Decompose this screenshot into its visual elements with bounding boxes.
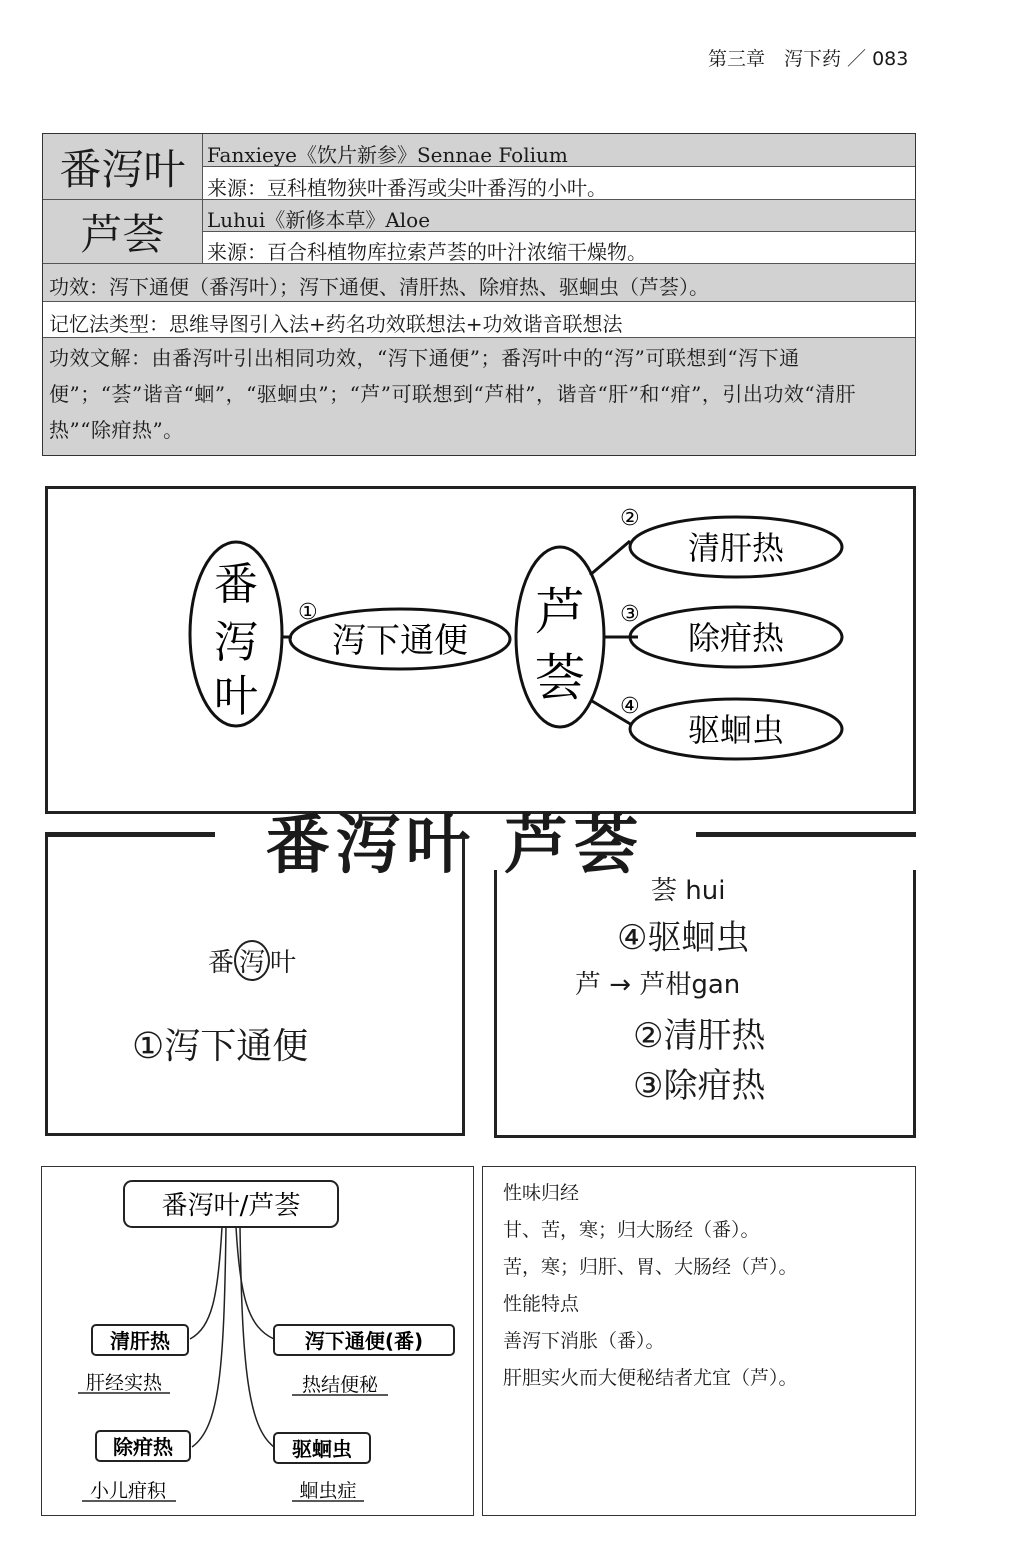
num-4: ④ bbox=[620, 694, 640, 719]
efficacy: 功效：泻下通便（番泻叶）；泻下通便、清肝热、除疳热、驱蛔虫（芦荟）。 bbox=[49, 275, 709, 299]
effect-3: 除疳热 bbox=[687, 619, 785, 657]
herb1-latin: Fanxieye《饮片新参》Sennae Folium bbox=[207, 143, 568, 167]
mindmap-box bbox=[45, 486, 916, 814]
right-panel-line2: ④驱蛔虫 bbox=[617, 918, 750, 958]
herb2-name: 芦荟 bbox=[43, 200, 203, 263]
left-panel-effect: ①泻下通便 bbox=[132, 1026, 309, 1067]
properties-line-3: 善泻下消胀（番）。 bbox=[503, 1330, 665, 1352]
right-panel-line1: 荟 hui bbox=[651, 876, 726, 906]
properties-heading-2: 性能特点 bbox=[503, 1293, 580, 1315]
tree-branch-3-sub: 热结便秘 bbox=[301, 1374, 379, 1396]
properties-heading-1: 性味归经 bbox=[503, 1182, 580, 1204]
effect-1: 泻下通便 bbox=[332, 621, 468, 661]
num-1: ① bbox=[298, 600, 318, 625]
left-herb-char-2: 泻 bbox=[214, 617, 258, 668]
properties-line-2: 苦，寒；归肝、胃、大肠经（芦）。 bbox=[503, 1256, 798, 1278]
tree-root: 番泻叶/芦荟 bbox=[161, 1191, 301, 1221]
tree-branch-1-sub: 肝经实热 bbox=[85, 1372, 163, 1394]
effect-4: 驱蛔虫 bbox=[687, 711, 785, 749]
tree-branch-3: 泻下通便(番) bbox=[304, 1329, 424, 1353]
right-panel-line3: 芦 → 芦柑gan bbox=[575, 970, 741, 1000]
right-herb-char-1: 芦 bbox=[535, 583, 585, 641]
herb-info-table bbox=[42, 133, 916, 456]
memory-type: 记忆法类型：思维导图引入法+药名功效联想法+功效谐音联想法 bbox=[49, 312, 623, 336]
right-panel bbox=[494, 870, 916, 1138]
properties-line-4: 肝胆实火而大便秘结者尤宜（芦）。 bbox=[503, 1367, 798, 1389]
herb1-name: 番泻叶 bbox=[43, 134, 203, 199]
tree-branch-4-sub: 蛔虫症 bbox=[299, 1480, 357, 1502]
tree-diagram bbox=[42, 1167, 472, 1514]
num-2: ② bbox=[620, 506, 640, 531]
tree-box bbox=[41, 1166, 474, 1516]
tree-branch-1: 清肝热 bbox=[110, 1329, 170, 1353]
right-herb-char-2: 荟 bbox=[535, 649, 585, 707]
explanation: 功效文解：由番泻叶引出相同功效，“泻下通便”；番泻叶中的“泻”可联想到“泻下通便”；“荟”谐音“蛔”，“驱蛔虫”；“芦”可联想到“芦柑”，谐音“肝”和“疳”，引出功效“清肝热”“除疳热”。 bbox=[49, 346, 857, 442]
effect-2: 清肝热 bbox=[687, 529, 785, 567]
left-herb-char-3: 叶 bbox=[214, 671, 258, 722]
left-panel-word: 番 泻 叶 bbox=[208, 940, 296, 981]
tree-branch-2-sub: 小儿疳积 bbox=[89, 1480, 167, 1502]
right-panel-line4: ②清肝热 bbox=[633, 1016, 766, 1056]
right-panel-line5: ③除疳热 bbox=[633, 1066, 766, 1106]
left-herb-char-1: 番 bbox=[214, 559, 258, 610]
circled-char: 泻 bbox=[234, 940, 270, 981]
properties-box bbox=[482, 1166, 916, 1516]
herb2-source: 来源：百合科植物库拉索芦荟的叶汁浓缩干燥物。 bbox=[207, 240, 647, 264]
mindmap-diagram bbox=[48, 489, 913, 811]
num-3: ③ bbox=[620, 602, 640, 627]
tree-branch-4: 驱蛔虫 bbox=[292, 1437, 352, 1461]
running-head: 第三章 泻下药 ／ 083 bbox=[708, 48, 909, 70]
herb1-source: 来源：豆科植物狭叶番泻或尖叶番泻的小叶。 bbox=[207, 176, 607, 200]
properties-line-1: 甘、苦，寒；归大肠经（番）。 bbox=[503, 1219, 760, 1241]
herb2-row bbox=[43, 200, 915, 264]
left-panel bbox=[45, 836, 465, 1136]
herb2-latin: Luhui《新修本草》Aloe bbox=[207, 208, 431, 232]
arrow-icon: → bbox=[609, 970, 632, 1000]
herb1-row bbox=[43, 134, 915, 200]
tree-branch-2: 除疳热 bbox=[113, 1435, 173, 1459]
banner-title: 番泻叶 芦荟 bbox=[265, 808, 645, 883]
